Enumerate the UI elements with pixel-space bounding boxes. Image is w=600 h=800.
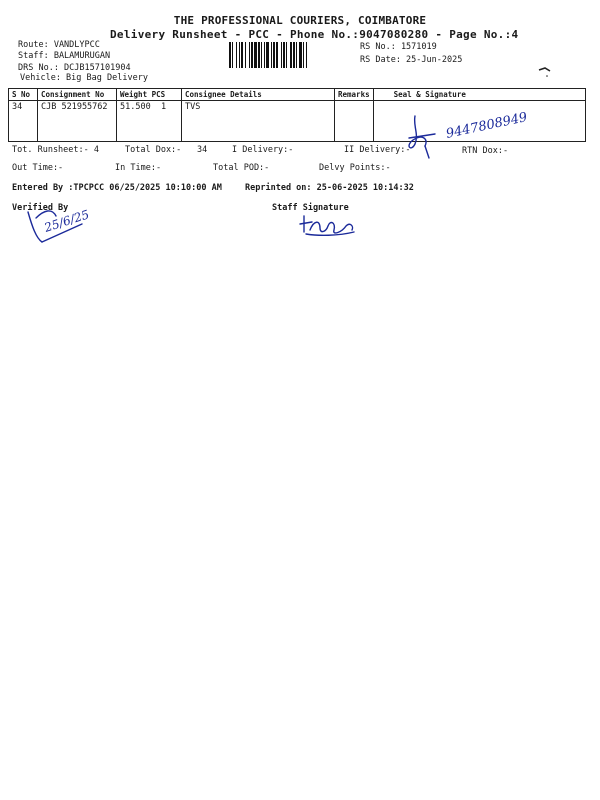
vehicle-field: Vehicle: Big Bag Delivery (20, 73, 148, 83)
staff-signature-scribble-icon (298, 212, 360, 238)
total-pod: Total POD:- (213, 163, 270, 173)
ii-delivery: II Delivery:- (344, 145, 411, 155)
staff-field: Staff: BALAMURUGAN (18, 51, 111, 61)
col-weight-pcs: Weight PCS (117, 89, 182, 101)
in-time: In Time:- (115, 163, 162, 173)
table-header-row (9, 89, 586, 101)
signature-phone: 9447808949 (444, 110, 529, 142)
cell-pcs: 1 (160, 102, 167, 112)
barcode (228, 42, 356, 68)
verified-signature-icon (22, 198, 122, 248)
scan-mark-icon (536, 64, 556, 80)
delvy-points: Delvy Points:- (319, 163, 391, 173)
col-remarks: Remarks (335, 89, 374, 101)
verified-by-label: Verified By (12, 203, 69, 213)
cell-consignee: TVS (182, 101, 335, 142)
col-seal-signature: Seal & Signature (373, 89, 585, 101)
runsheet-subtitle: Delivery Runsheet - PCC - Phone No.:9047080280 - Page No.:4 (110, 28, 519, 41)
cell-remarks (335, 101, 374, 142)
tot-runsheet: Tot. Runsheet:- 4 (12, 145, 99, 155)
entered-by: Entered By :TPCPCC 06/25/2025 10:10:00 AM (12, 183, 222, 193)
reprinted-on: Reprinted on: 25-06-2025 10:14:32 (245, 183, 414, 193)
col-sno: S No (9, 89, 38, 101)
drs-number-field: DRS No.: DCJB157101904 (18, 63, 131, 73)
route-field: Route: VANDLYPCC (18, 40, 100, 50)
document-title: THE PROFESSIONAL COURIERS, COIMBATORE (173, 14, 427, 27)
cell-consignment: CJB 521955762 (38, 101, 117, 142)
col-consignee: Consignee Details (182, 89, 335, 101)
handwritten-signature-icon (395, 108, 565, 160)
col-consignment: Consignment No (38, 89, 117, 101)
cell-weight-pcs (117, 101, 182, 142)
rs-date-field: RS Date: 25-Jun-2025 (360, 55, 463, 65)
total-dox-label: Total Dox:- (125, 145, 182, 155)
verified-date: 25/6/25 (42, 207, 91, 235)
cell-sno: 34 (9, 101, 38, 142)
rs-number-field: RS No.: 1571019 (360, 42, 437, 52)
cell-weight: 51.500 (120, 102, 151, 112)
out-time: Out Time:- (12, 163, 64, 173)
total-dox-value: 34 (197, 145, 208, 155)
staff-signature-label: Staff Signature (272, 203, 349, 213)
i-delivery: I Delivery:- (232, 145, 294, 155)
rtn-dox: RTN Dox:- (462, 146, 509, 156)
